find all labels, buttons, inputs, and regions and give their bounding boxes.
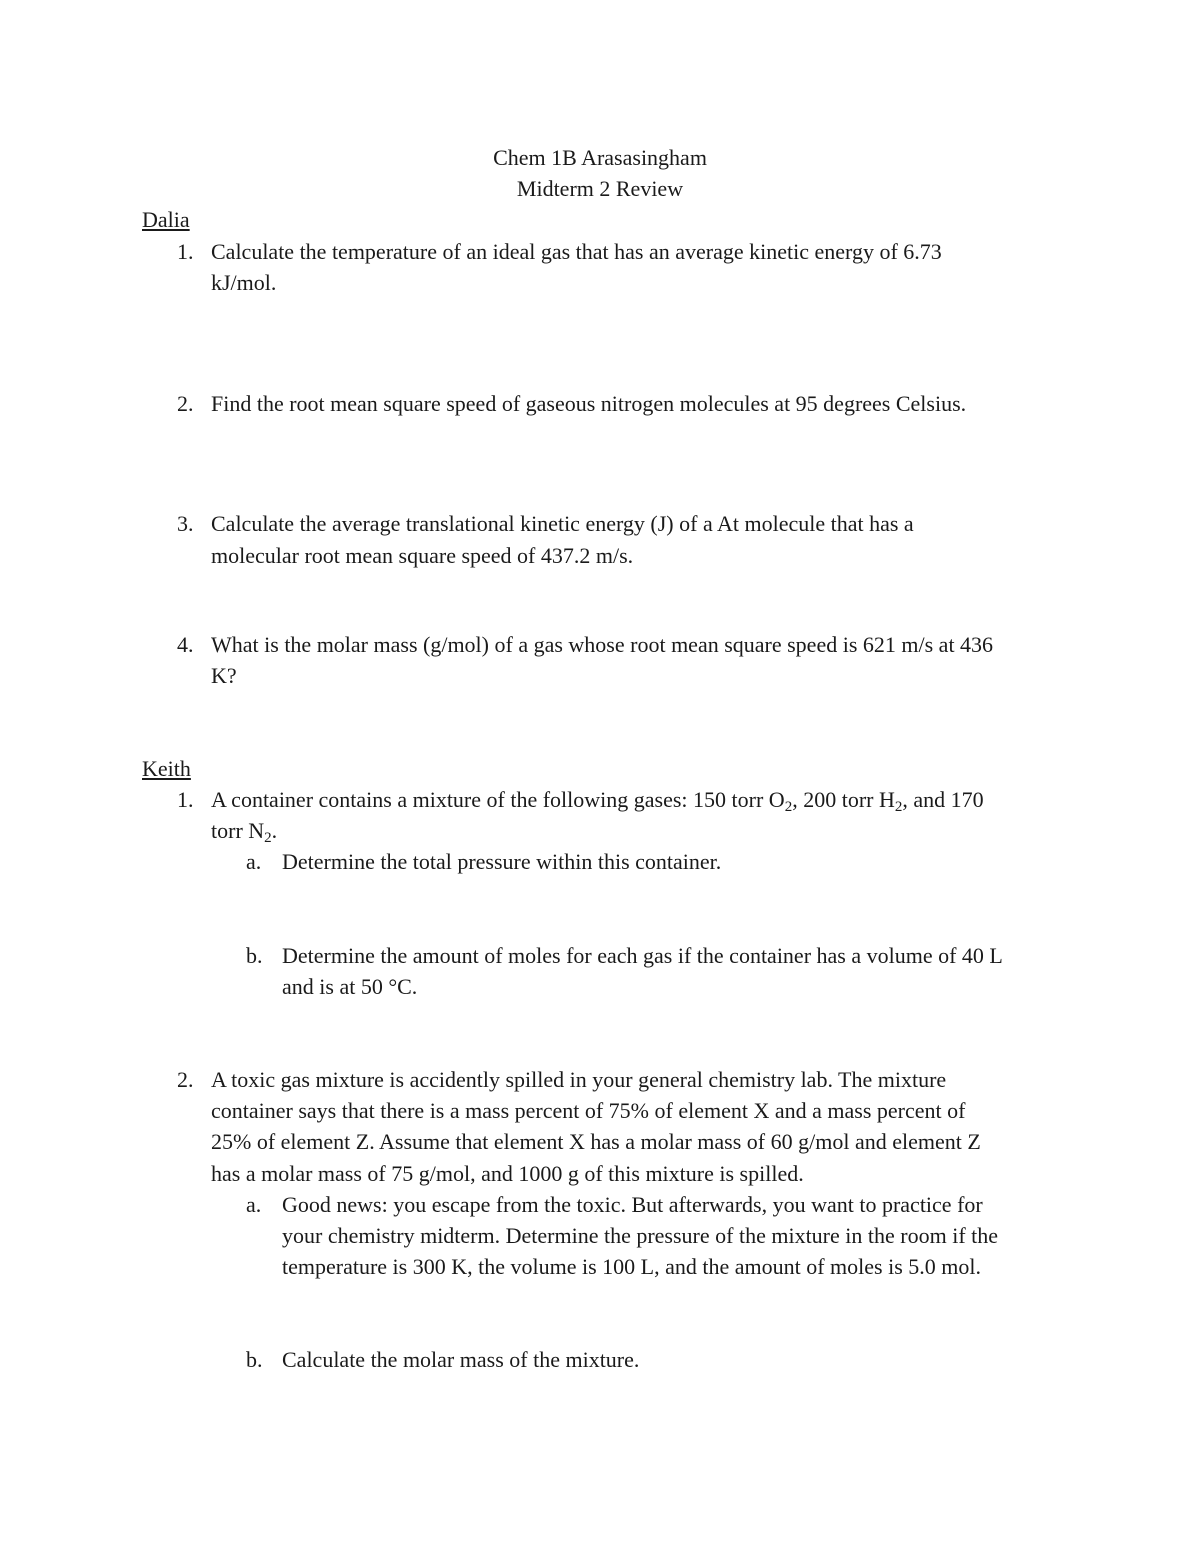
question-text: Find the root mean square speed of gaseous nitrogen molecules at 95 degrees Celsius. xyxy=(211,391,967,416)
question-number: 3. xyxy=(177,511,194,536)
subquestion-text: Calculate the molar mass of the mixture. xyxy=(282,1347,640,1372)
question-number: 1. xyxy=(177,787,194,812)
question-text: container says that there is a mass percent of 75% of element X and a mass percent of xyxy=(211,1098,966,1123)
section-heading-dalia: Dalia xyxy=(142,207,190,232)
question-text: K? xyxy=(211,663,237,688)
question-text: What is the molar mass (g/mol) of a gas whose root mean square speed is 621 m/s at 436 xyxy=(211,632,994,657)
subquestion-text: your chemistry midterm. Determine the pressure of the mixture in the room if the xyxy=(282,1223,999,1248)
subquestion-label: b. xyxy=(246,1347,263,1372)
question-text: Calculate the temperature of an ideal gas that has an average kinetic energy of 6.73 xyxy=(211,239,942,264)
subquestion-label: b. xyxy=(246,943,263,968)
subquestion-text: Good news: you escape from the toxic. But afterwards, you want to practice for xyxy=(282,1192,983,1217)
question-text: has a molar mass of 75 g/mol, and 1000 g of this mixture is spilled. xyxy=(211,1161,804,1186)
question-text: kJ/mol. xyxy=(211,270,277,295)
subquestion-label: a. xyxy=(246,1192,262,1217)
question-text: A toxic gas mixture is accidently spilled in your general chemistry lab. The mixture xyxy=(211,1067,947,1092)
subquestion-text: and is at 50 °C. xyxy=(282,974,418,999)
subquestion-text: Determine the amount of moles for each gas if the container has a volume of 40 L xyxy=(282,943,1003,968)
subquestion-text: Determine the total pressure within this container. xyxy=(282,849,722,874)
subquestion-text: temperature is 300 K, the volume is 100 L, and the amount of moles is 5.0 mol. xyxy=(282,1254,981,1279)
document-title: Midterm 2 Review xyxy=(516,176,684,201)
question-text: molecular root mean square speed of 437.2 m/s. xyxy=(211,543,634,568)
question-text: A container contains a mixture of the following gases: 150 torr $O_2$, 200 torr $H_2$, and 170 xyxy=(211,787,984,815)
section-heading-keith: Keith xyxy=(142,756,191,781)
question-number: 2. xyxy=(177,1067,194,1092)
question-number: 4. xyxy=(177,632,194,657)
question-text: 25% of element Z. Assume that element X has a molar mass of 60 g/mol and element Z xyxy=(211,1129,981,1154)
course-title: Chem 1B Arasasingham xyxy=(493,145,707,170)
subquestion-label: a. xyxy=(246,849,262,874)
question-text: Calculate the average translational kinetic energy (J) of a At molecule that has a xyxy=(211,511,914,536)
question-number: 1. xyxy=(177,239,194,264)
question-text: torr $N_2$. xyxy=(211,818,278,846)
question-number: 2. xyxy=(177,391,194,416)
